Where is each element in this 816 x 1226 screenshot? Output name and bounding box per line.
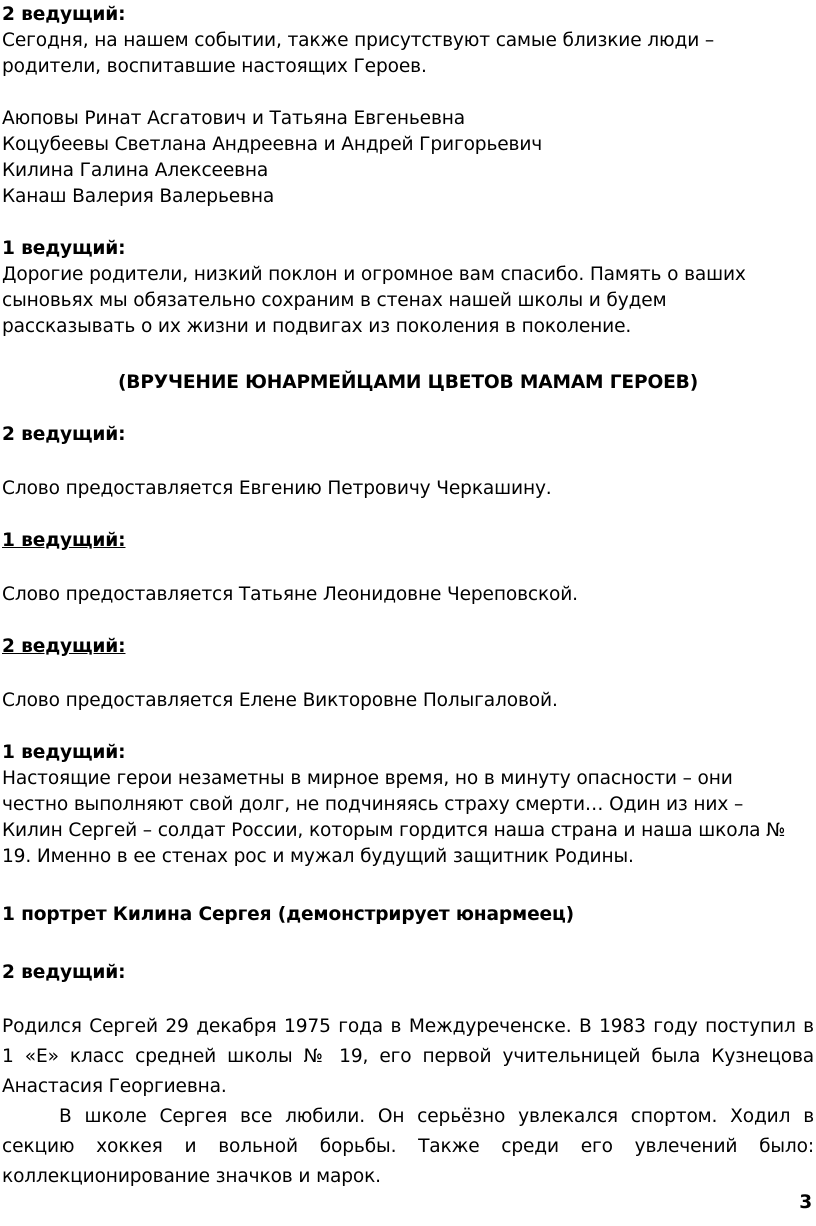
speaker-label: 1 ведущий: [2,238,126,259]
paragraph-line: Родился Сергей 29 декабря 1975 года в Междуреченске. В 1983 году поступил в [2,1016,814,1037]
paragraph-line: Дорогие родители, низкий поклон и огромное вам спасибо. Память о ваших [2,264,746,285]
parent-name: Коцубеевы Светлана Андреевна и Андрей Григорьевич [2,134,543,155]
paragraph-line: В школе Сергея все любили. Он серьёзно увлекался спортом. Ходил в [59,1106,814,1127]
paragraph-line: 19. Именно в ее стенах рос и мужал будущий защитник Родины. [2,846,634,867]
parent-name: Килина Галина Алексеевна [2,160,269,181]
paragraph-line: коллекционирование значков и марок. [2,1166,381,1187]
paragraph-line: родители, воспитавшие настоящих Героев. [2,56,427,77]
portrait-caption: 1 портрет Килина Сергея (демонстрирует юнармеец) [2,904,574,925]
speaker-label: 2 ведущий: [2,962,126,983]
paragraph-line: Сегодня, на нашем событии, также присутствуют самые близкие люди – [2,30,715,51]
paragraph-line: сыновьях мы обязательно сохраним в стенах нашей школы и будем [2,290,667,311]
parent-name: Канаш Валерия Валерьевна [2,186,275,207]
paragraph-line: 1 «Е» класс средней школы № 19, его первой учительницей была Кузнецова [2,1046,814,1067]
paragraph-line: Настоящие герои незаметны в мирное время, но в минуту опасности – они [2,768,733,789]
paragraph-line: Слово предоставляется Татьяне Леонидовне Череповской. [2,584,578,605]
paragraph-line: Анастасия Георгиевна. [2,1076,227,1097]
speaker-label: 2 ведущий: [2,4,126,25]
paragraph-line: Килин Сергей – солдат России, которым гордится наша страна и наша школа № [2,820,786,841]
paragraph-line: рассказывать о их жизни и подвигах из поколения в поколение. [2,316,632,337]
page-number: 3 [799,1192,812,1213]
paragraph-line: честно выполняют свой долг, не подчиняясь страху смерти… Один из них – [2,794,744,815]
paragraph-line: секцию хоккея и вольной борьбы. Также среди его увлечений было: [2,1136,814,1157]
speaker-label: 1 ведущий: [2,530,126,551]
parent-name: Аюповы Ринат Асгатович и Татьяна Евгеньевна [2,108,466,129]
speaker-label: 2 ведущий: [2,424,126,445]
paragraph-line: Слово предоставляется Елене Викторовне Полыгаловой. [2,690,558,711]
speaker-label: 2 ведущий: [2,636,126,657]
stage-direction: (ВРУЧЕНИЕ ЮНАРМЕЙЦАМИ ЦВЕТОВ МАМАМ ГЕРОЕВ) [117,372,699,393]
paragraph-line: Слово предоставляется Евгению Петровичу Черкашину. [2,478,552,499]
speaker-label: 1 ведущий: [2,742,126,763]
